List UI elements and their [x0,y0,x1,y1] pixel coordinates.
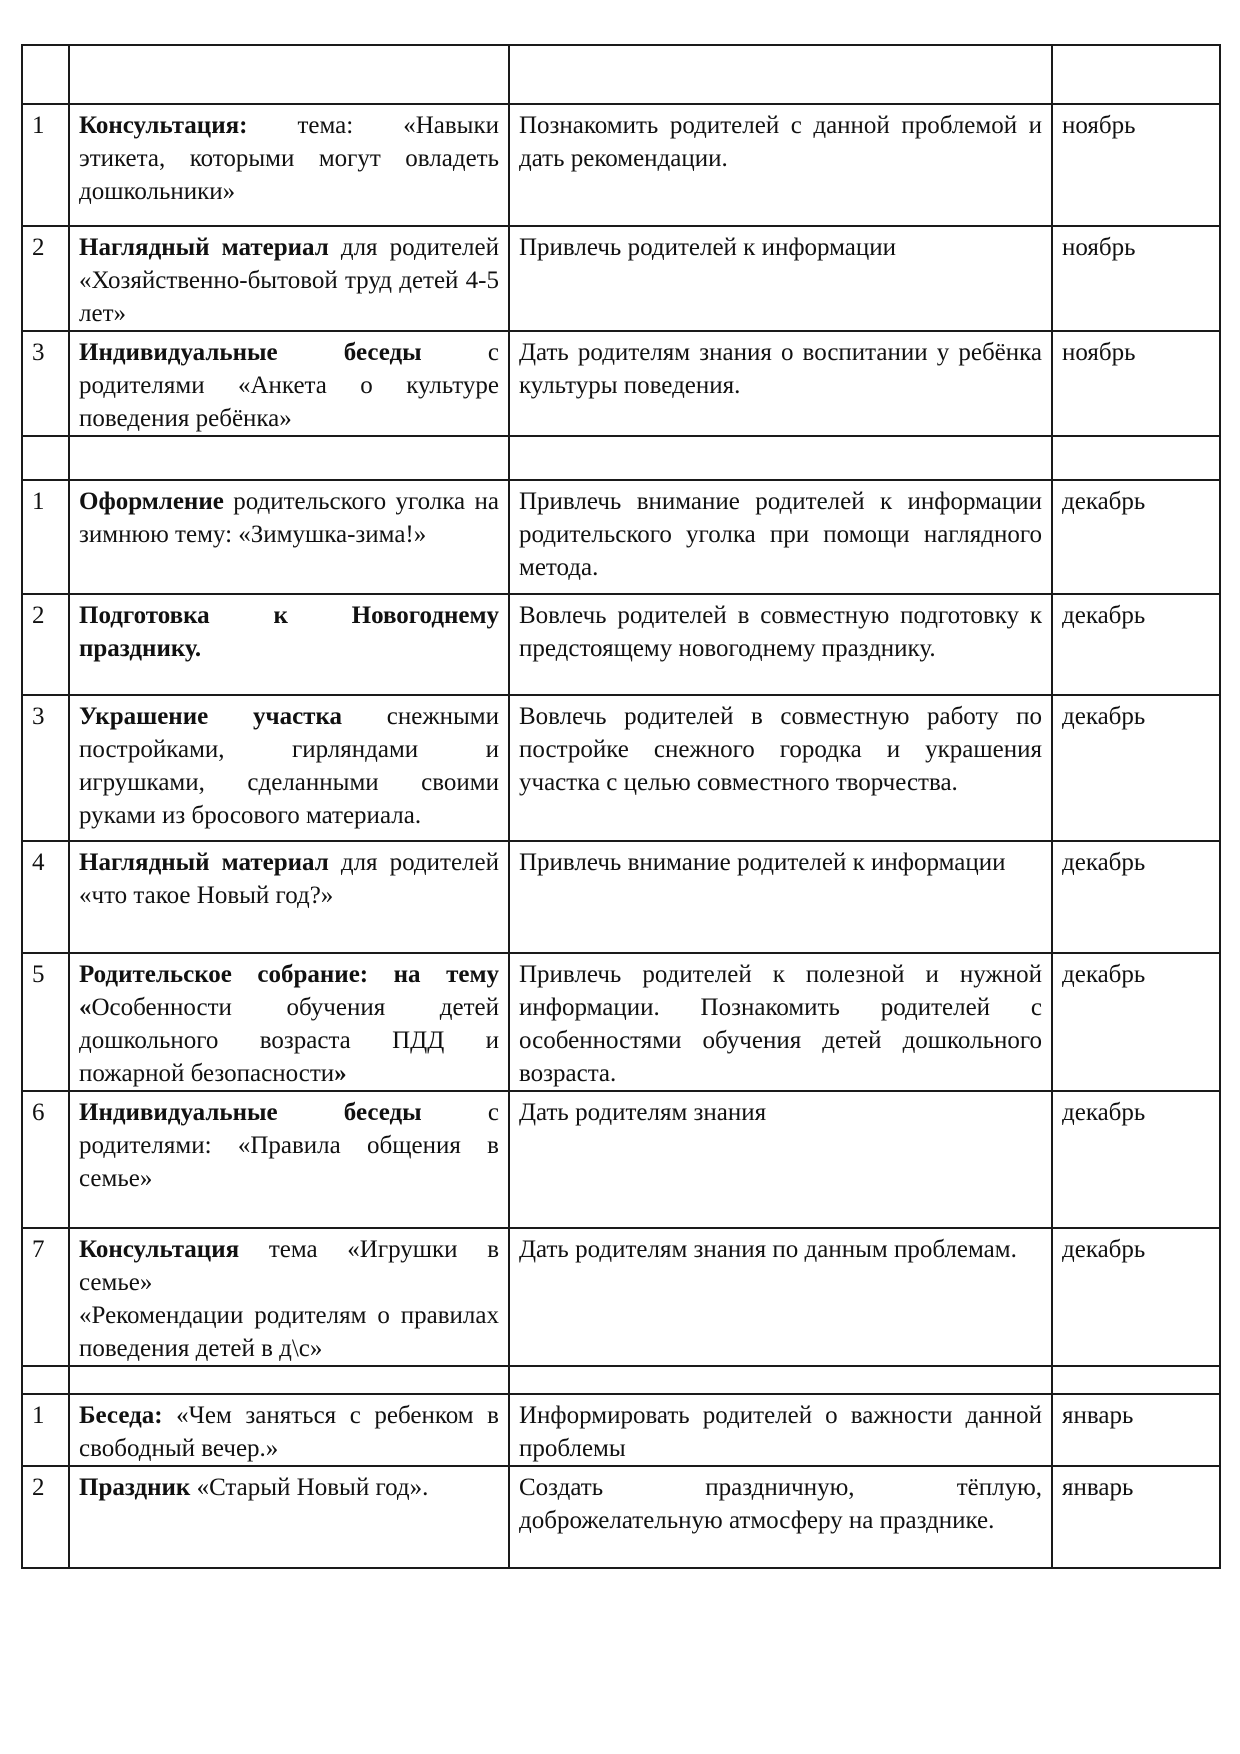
event-title: Наглядный материал [79,234,329,261]
event-description: снежными постройками, гирляндами и игрушками, сделанными своими руками из бросового материала. [79,703,499,829]
event-description: «Чем заняться с ребенком в свободный вечер.» [79,1402,499,1462]
goal-cell: Дать родителям знания по данным проблемам. [509,1228,1052,1366]
table-row [22,436,1220,480]
goal-cell: Вовлечь родителей в совместную подготовку к предстоящему новогоднему празднику. [509,594,1052,695]
month-cell [1052,1366,1220,1394]
table-row [22,953,1220,1091]
row-number: 2 [22,594,69,695]
event-description: Особенности обучения детей дошкольного возраста ПДД и пожарной безопасности [79,994,499,1087]
event-cell [69,1091,509,1228]
event-cell [69,594,509,695]
row-number: 3 [22,331,69,436]
goal-cell: Привлечь родителей к полезной и нужной информации. Познакомить родителей с особенностями обучения детей дошкольного возраста. [509,953,1052,1091]
month-cell: декабрь [1052,695,1220,841]
row-number [22,45,69,104]
event-title: Украшение участка [79,703,342,730]
table-row [22,1394,1220,1466]
event-title: Оформление [79,488,224,515]
row-number: 1 [22,480,69,594]
goal-cell: Дать родителям знания [509,1091,1052,1228]
row-number: 1 [22,1394,69,1466]
month-cell: январь [1052,1394,1220,1466]
event-cell [69,45,509,104]
goal-cell: Привлечь родителей к информации [509,226,1052,331]
table-row [22,480,1220,594]
goal-cell: Информировать родителей о важности данной проблемы [509,1394,1052,1466]
row-number: 1 [22,104,69,226]
goal-cell: Создать праздничную, тёплую, доброжелательную атмосферу на празднике. [509,1466,1052,1568]
event-cell [69,1366,509,1394]
month-cell: декабрь [1052,1228,1220,1366]
row-number: 6 [22,1091,69,1228]
parent-work-plan-table [21,44,1221,1569]
goal-cell: Привлечь внимание родителей к информации родительского уголка при помощи наглядного метода. [509,480,1052,594]
month-cell: ноябрь [1052,104,1220,226]
table-row [22,45,1220,104]
goal-cell: Вовлечь родителей в совместную работу по постройке снежного городка и украшения участка с целью совместного творчества. [509,695,1052,841]
event-description-extra: «Рекомендации родителям о правилах поведения детей в д\с» [79,1302,499,1362]
table-row [22,695,1220,841]
goal-cell [509,45,1052,104]
event-title: Родительское собрание: на тему « [79,961,499,1021]
event-description: тема «Игрушки в семье» [79,1236,499,1296]
goal-cell: Познакомить родителей с данной проблемой и дать рекомендации. [509,104,1052,226]
event-description: для родителей «Хозяйственно-бытовой труд детей 4-5 лет» [79,234,499,327]
row-number: 3 [22,695,69,841]
row-number: 7 [22,1228,69,1366]
month-cell: декабрь [1052,480,1220,594]
event-cell [69,1394,509,1466]
goal-cell [509,1366,1052,1394]
goal-cell [509,436,1052,480]
event-description: для родителей «что такое Новый год?» [79,849,499,909]
event-description: тема: «Навыки этикета, которыми могут овладеть дошкольники» [79,112,499,205]
event-cell [69,953,509,1091]
event-cell [69,104,509,226]
row-number: 5 [22,953,69,1091]
event-cell [69,331,509,436]
month-cell: декабрь [1052,841,1220,953]
event-description: с родителями «Анкета о культуре поведения ребёнка» [79,339,499,432]
event-title: Беседа: [79,1402,163,1429]
event-description: «Старый Новый год». [190,1474,429,1501]
event-cell [69,436,509,480]
month-cell: декабрь [1052,953,1220,1091]
event-description: с родителями: «Правила общения в семье» [79,1099,499,1192]
event-title-closing: » [334,1060,347,1087]
table-row [22,226,1220,331]
table-row [22,104,1220,226]
row-number: 2 [22,226,69,331]
event-title: Индивидуальные беседы [79,1099,422,1126]
month-cell: декабрь [1052,594,1220,695]
table-row [22,841,1220,953]
event-title: Консультация: [79,112,248,139]
event-title: Консультация [79,1236,240,1263]
goal-cell: Привлечь внимание родителей к информации [509,841,1052,953]
table-row [22,1091,1220,1228]
table-row [22,1466,1220,1568]
event-cell [69,480,509,594]
table-row [22,1366,1220,1394]
row-number [22,1366,69,1394]
event-cell [69,695,509,841]
event-cell [69,1228,509,1366]
event-cell [69,226,509,331]
table-row [22,594,1220,695]
month-cell: январь [1052,1466,1220,1568]
table-row [22,1228,1220,1366]
row-number: 4 [22,841,69,953]
table-row [22,331,1220,436]
event-title: Индивидуальные беседы [79,339,422,366]
event-description: родительского уголка на зимнюю тему: «Зимушка-зима!» [79,488,499,548]
event-title: Подготовка к Новогоднему празднику. [79,602,499,662]
month-cell: ноябрь [1052,226,1220,331]
event-title: Наглядный материал [79,849,329,876]
event-title: Праздник [79,1474,191,1501]
month-cell [1052,45,1220,104]
month-cell: декабрь [1052,1091,1220,1228]
month-cell: ноябрь [1052,331,1220,436]
goal-cell: Дать родителям знания о воспитании у ребёнка культуры поведения. [509,331,1052,436]
event-cell [69,1466,509,1568]
event-cell [69,841,509,953]
month-cell [1052,436,1220,480]
row-number: 2 [22,1466,69,1568]
row-number [22,436,69,480]
